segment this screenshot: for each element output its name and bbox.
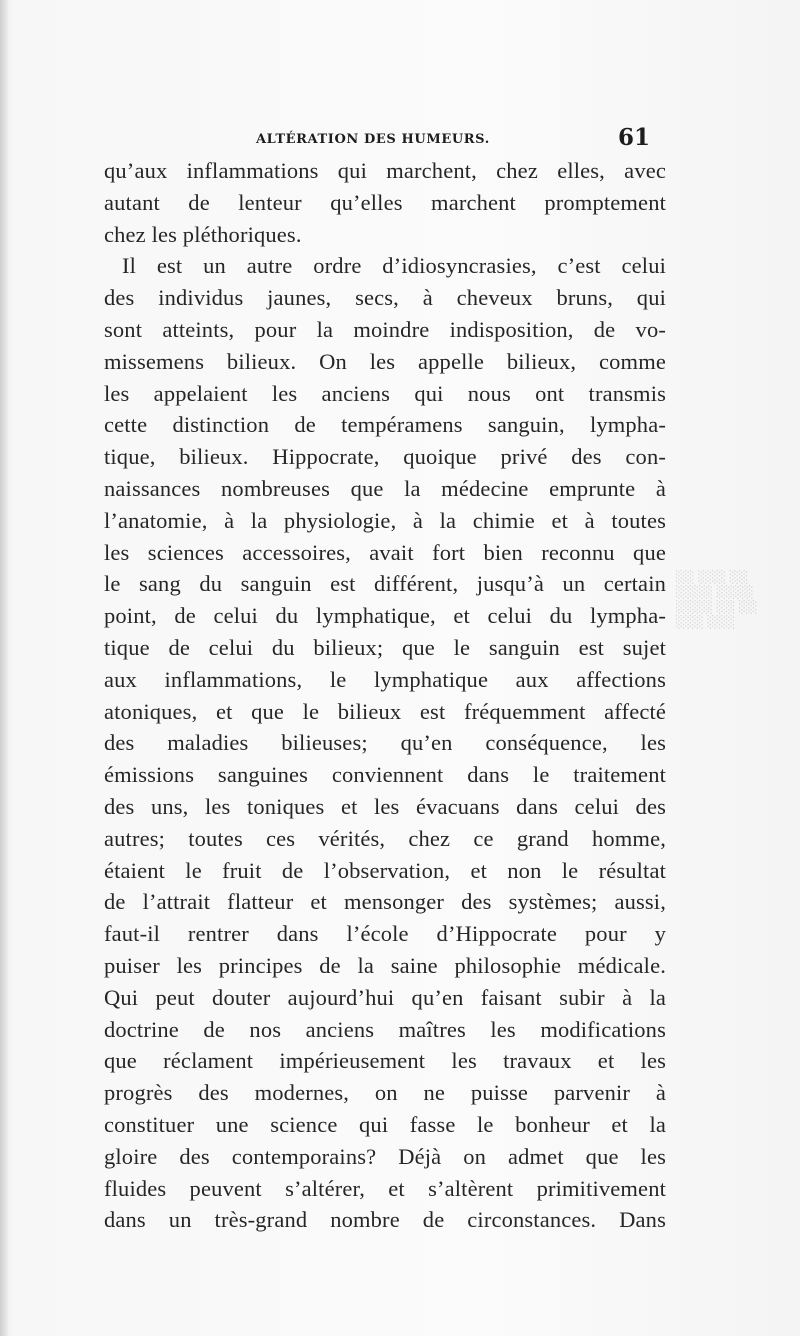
text-line: progrès des modernes, on ne puisse parvenir à xyxy=(104,1080,666,1106)
text-line: faut-il rentrer dans l’école d’Hippocrate pour y xyxy=(104,921,666,947)
text-line: constituer une science qui fasse le bonheur et la xyxy=(104,1111,666,1137)
text-line: les sciences accessoires, avait fort bien reconnu que xyxy=(104,539,666,565)
text-line: chez les pléthoriques. xyxy=(104,221,302,247)
text-line: puiser les principes de la saine philosophie médicale. xyxy=(104,952,666,978)
text-line: autant de lenteur qu’elles marchent promptement xyxy=(104,189,666,215)
text-line: les appelaient les anciens qui nous ont transmis xyxy=(104,380,666,406)
text-line: émissions sanguines conviennent dans le traitement xyxy=(104,762,666,788)
text-line: point, de celui du lymphatique, et celui du lympha- xyxy=(104,603,666,629)
page-header xyxy=(104,126,652,156)
text-line: des maladies bilieuses; qu’en conséquence, les xyxy=(104,730,666,756)
text-line: de l’attrait flatteur et mensonger des systèmes; aussi, xyxy=(104,889,666,915)
text-line: tique de celui du bilieux; que le sanguin est sujet xyxy=(104,634,666,660)
text-line: autres; toutes ces vérités, chez ce grand homme, xyxy=(104,825,666,851)
text-line: le sang du sanguin est différent, jusqu’à un certain xyxy=(104,571,666,597)
text-line: naissances nombreuses que la médecine emprunte à xyxy=(104,475,666,501)
paragraph xyxy=(104,250,666,1236)
text-line: atoniques, et que le bilieux est fréquemment affecté xyxy=(104,698,666,724)
text-line: cette distinction de tempéramens sanguin, lympha- xyxy=(104,412,666,438)
text-line: fluides peuvent s’altérer, et s’altèrent primitivement xyxy=(104,1175,666,1201)
text-line: missemens bilieux. On les appelle bilieux, comme xyxy=(104,348,666,374)
text-line: qu’aux inflammations qui marchent, chez elles, avec xyxy=(104,158,666,183)
paragraph xyxy=(104,155,666,250)
running-title: ALTÉRATION DES HUMEURS. xyxy=(256,132,490,147)
show-through-bleed: ░░ ░░░ ░░ ░░░░ ░░░░ ░░░░ ░░ ░░ ░░░ ░░░ xyxy=(676,570,758,629)
page-edge-shadow xyxy=(0,0,8,1336)
text-line: dans un très-grand nombre de circonstances. Dans xyxy=(104,1207,666,1233)
body-text xyxy=(104,155,666,1236)
text-line: des uns, les toniques et les évacuans dans celui des xyxy=(104,793,666,819)
text-line: aux inflammations, le lymphatique aux affections xyxy=(104,666,666,692)
text-line: doctrine de nos anciens maîtres les modifications xyxy=(104,1016,666,1042)
text-line: sont atteints, pour la moindre indisposition, de vo- xyxy=(104,316,666,342)
text-line: que réclament impérieusement les travaux et les xyxy=(104,1048,666,1074)
text-line: Il est un autre ordre d’idiosyncrasies, c’est celui xyxy=(122,253,666,279)
text-line: des individus jaunes, secs, à cheveux bruns, qui xyxy=(104,285,666,311)
text-line: étaient le fruit de l’observation, et non le résultat xyxy=(104,857,666,883)
text-line: gloire des contemporains? Déjà on admet que les xyxy=(104,1143,666,1169)
text-line: tique, bilieux. Hippocrate, quoique privé des con- xyxy=(104,444,666,470)
page-number: 61 xyxy=(617,124,650,151)
text-line: l’anatomie, à la physiologie, à la chimie et à toutes xyxy=(104,507,666,533)
text-line: Qui peut douter aujourd’hui qu’en faisant subir à la xyxy=(104,984,666,1010)
